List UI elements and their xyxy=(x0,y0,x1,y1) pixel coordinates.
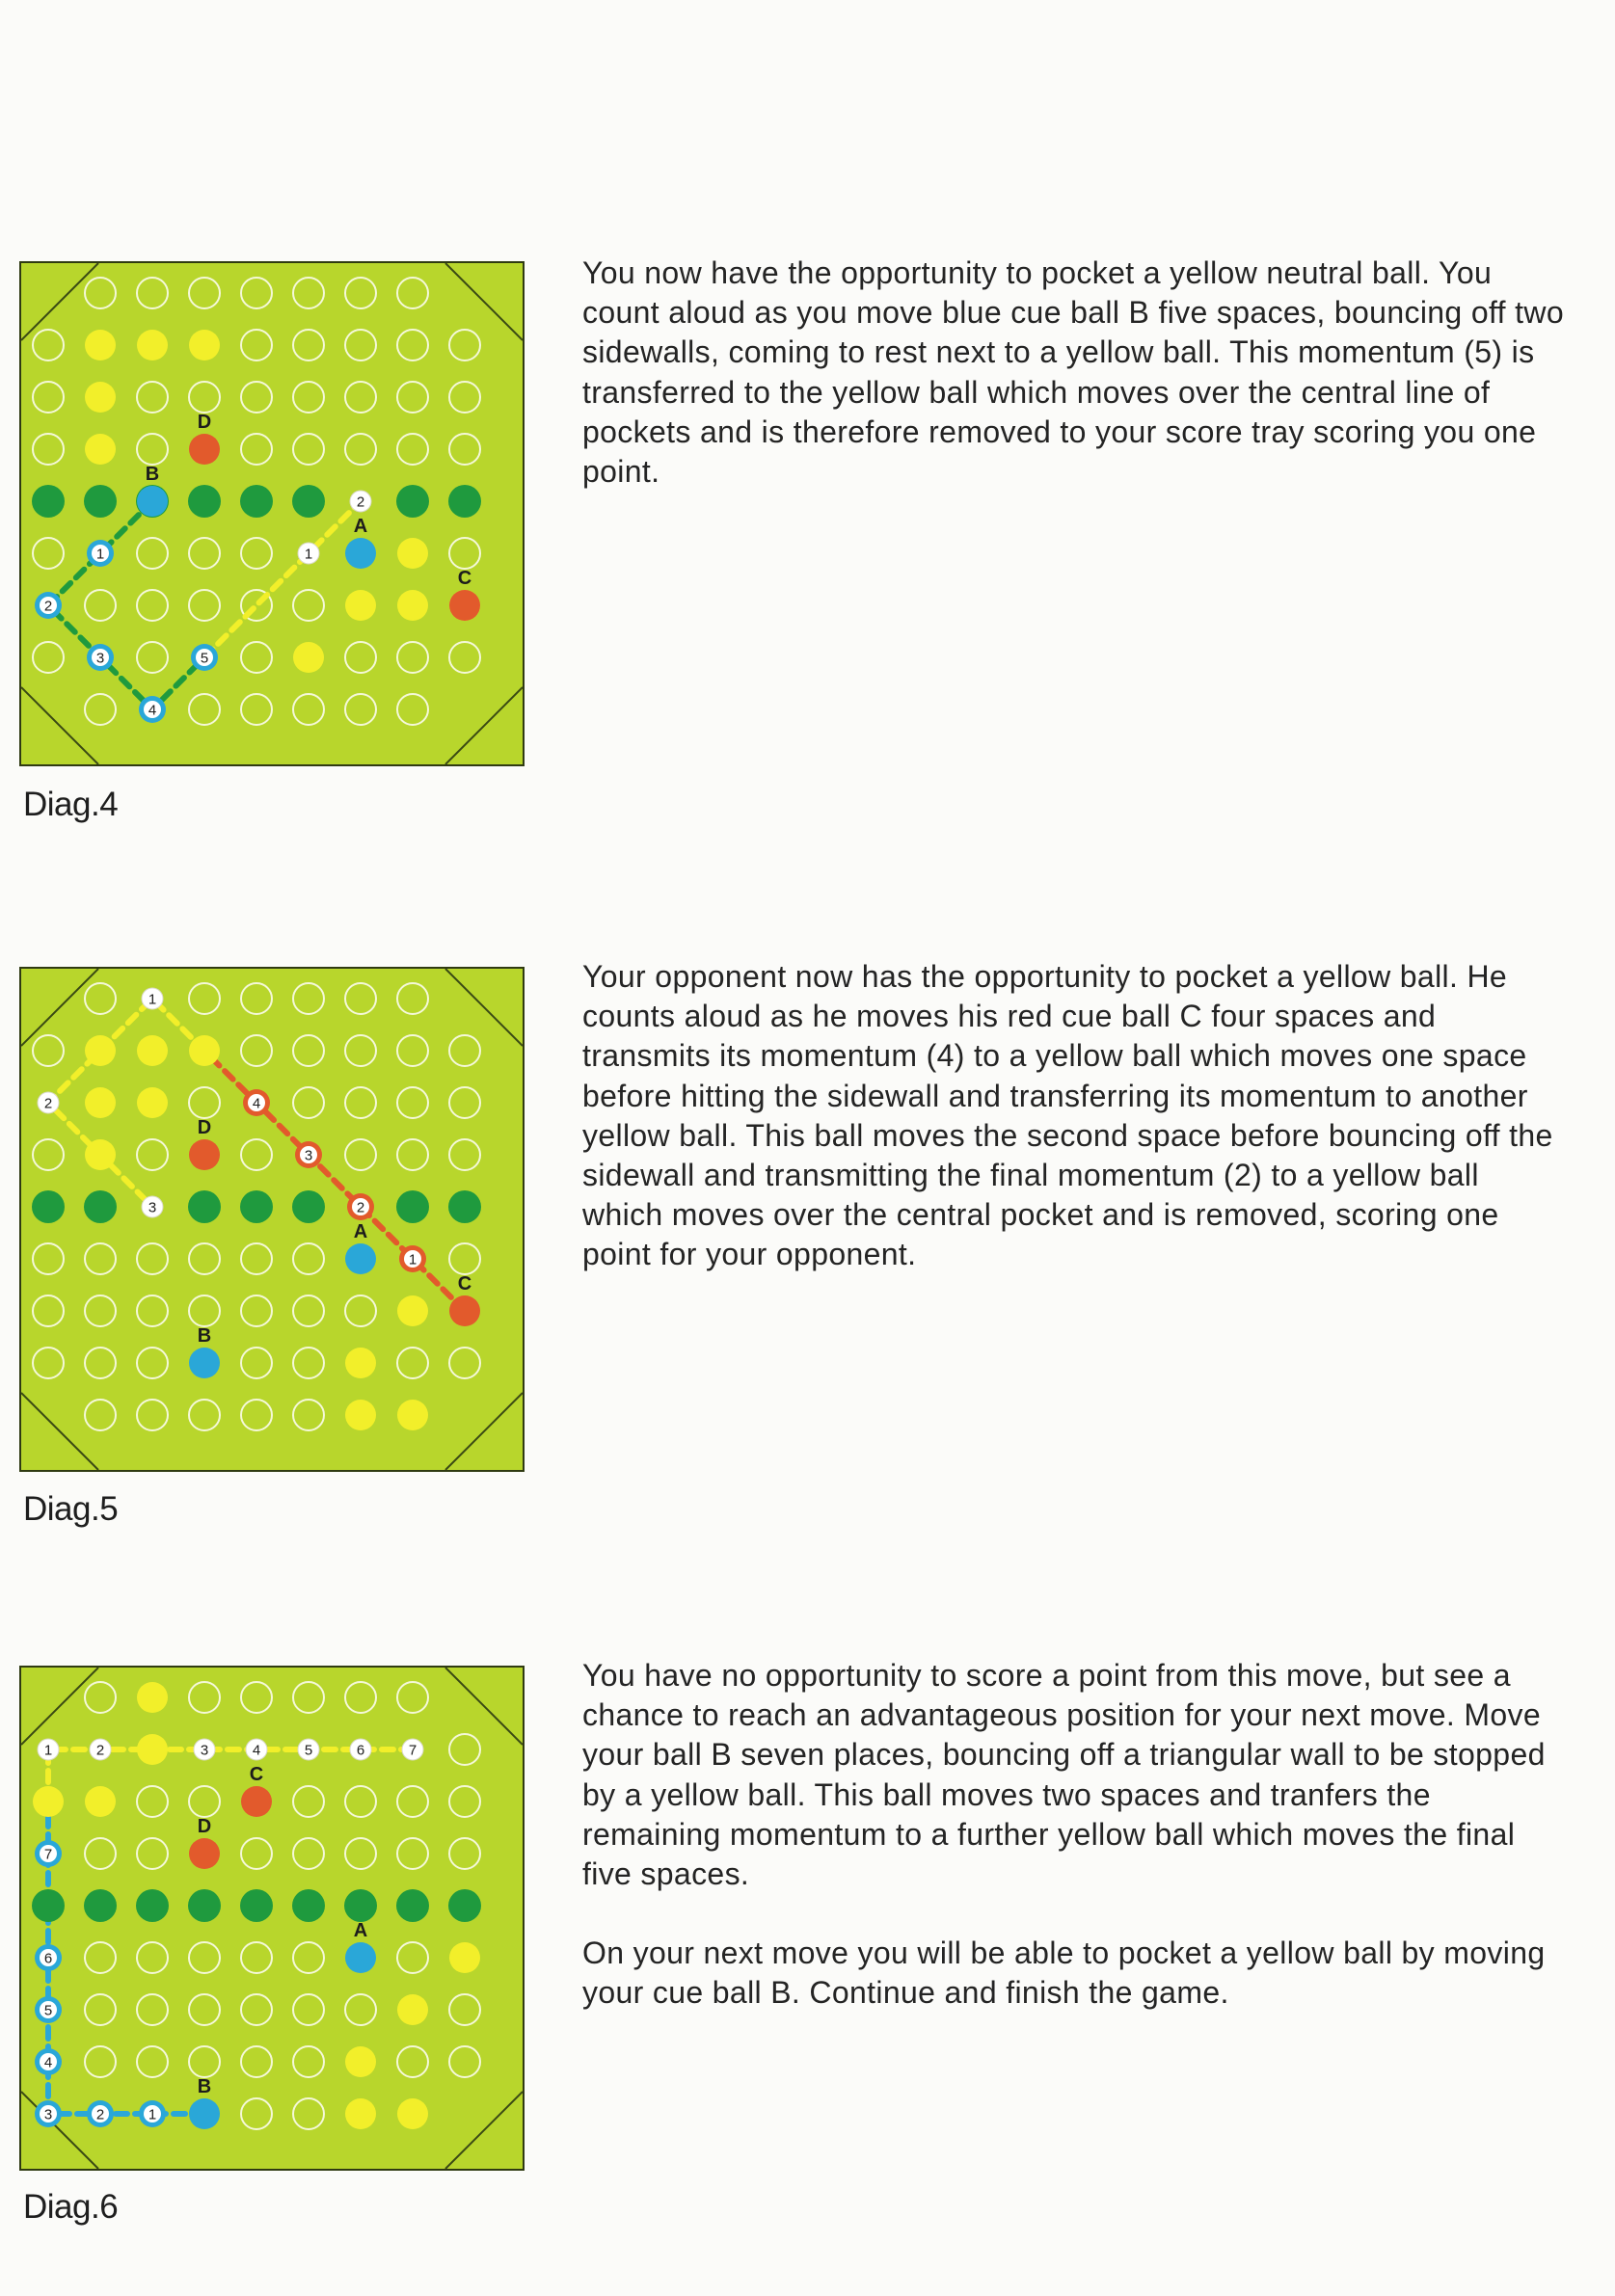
pocket-ball xyxy=(84,1190,117,1223)
hole xyxy=(397,278,428,308)
hole xyxy=(397,642,428,673)
paragraph: You now have the opportunity to pocket a yellow neutral ball. You count aloud as you move blue cue ball B five spaces, bouncing off two sidewalls, coming to rest next to a yellow ball. This momentum (5) is transferred to the yellow ball which moves over the central line of pockets and is therefore removed to your score tray scoring you one point. xyxy=(582,255,1564,490)
hole xyxy=(241,382,272,413)
corner-wall xyxy=(21,2092,98,2169)
hole xyxy=(33,1348,64,1378)
hole xyxy=(85,694,116,725)
yellow-ball xyxy=(345,590,376,621)
hole xyxy=(137,642,168,673)
step-number: 4 xyxy=(148,702,157,719)
hole xyxy=(241,1295,272,1326)
hole xyxy=(293,1400,324,1430)
hole xyxy=(397,1838,428,1869)
step-number: 2 xyxy=(356,1199,365,1216)
cue-ball-a xyxy=(345,538,376,569)
corner-wall xyxy=(21,687,98,764)
hole xyxy=(241,538,272,569)
yellow-ball xyxy=(85,1139,116,1170)
corner-wall xyxy=(445,1393,523,1470)
diag-label-6: Diag.6 xyxy=(23,2188,119,2226)
hole xyxy=(137,1348,168,1378)
board-diag-5 xyxy=(19,967,525,1472)
yellow-ball xyxy=(449,1942,480,1973)
cue-ball-d xyxy=(189,1838,220,1869)
step-number: 5 xyxy=(200,650,209,667)
move-path xyxy=(48,999,204,1207)
step-number: 3 xyxy=(304,1147,313,1164)
hole xyxy=(345,983,376,1014)
hole xyxy=(189,1295,220,1326)
hole xyxy=(189,278,220,308)
corner-wall xyxy=(445,2092,523,2169)
cue-ball-label: B xyxy=(197,2076,212,2097)
hole xyxy=(85,1838,116,1869)
hole xyxy=(293,1348,324,1378)
hole xyxy=(137,434,168,465)
hole xyxy=(241,1035,272,1066)
pocket-ball xyxy=(32,1190,65,1223)
step-number: 1 xyxy=(408,1251,417,1268)
hole xyxy=(397,382,428,413)
yellow-ball xyxy=(293,642,324,673)
yellow-ball xyxy=(397,1295,428,1326)
hole xyxy=(345,1035,376,1066)
yellow-ball xyxy=(137,1087,168,1118)
cue-ball-b xyxy=(189,1348,220,1378)
yellow-ball xyxy=(137,1734,168,1765)
hole xyxy=(137,382,168,413)
step-number: 4 xyxy=(252,1742,261,1759)
hole xyxy=(397,1682,428,1713)
yellow-ball xyxy=(189,330,220,360)
hole xyxy=(293,1942,324,1973)
hole xyxy=(293,1838,324,1869)
paragraph: On your next move you will be able to pocket a yellow ball by moving your cue ball B. Continue and finish the game. xyxy=(582,1936,1546,2011)
hole xyxy=(241,1139,272,1170)
yellow-ball xyxy=(85,330,116,360)
hole xyxy=(241,278,272,308)
hole xyxy=(345,1139,376,1170)
hole xyxy=(241,1400,272,1430)
corner-wall xyxy=(445,1668,523,1745)
hole xyxy=(33,1295,64,1326)
corner-wall xyxy=(21,1393,98,1470)
hole xyxy=(241,983,272,1014)
step-number: 4 xyxy=(43,2054,53,2071)
hole xyxy=(345,1295,376,1326)
hole xyxy=(189,1786,220,1817)
hole xyxy=(33,538,64,569)
pocket-ball xyxy=(396,1889,429,1922)
hole xyxy=(137,1139,168,1170)
hole xyxy=(33,330,64,360)
hole xyxy=(33,1035,64,1066)
hole xyxy=(293,983,324,1014)
hole xyxy=(345,1786,376,1817)
cue-ball-label: D xyxy=(197,1117,212,1138)
hole xyxy=(345,1994,376,2025)
move-path xyxy=(48,1802,204,2114)
text-block-diag-4 xyxy=(582,254,1566,492)
cue-ball-label: A xyxy=(353,1920,368,1941)
step-number: 1 xyxy=(43,1742,53,1759)
hole xyxy=(33,1139,64,1170)
hole xyxy=(293,1786,324,1817)
board-svg-diag-4 xyxy=(21,263,523,764)
hole xyxy=(241,642,272,673)
hole xyxy=(397,694,428,725)
hole xyxy=(85,1243,116,1274)
pocket-ball xyxy=(292,1190,325,1223)
hole xyxy=(397,2046,428,2077)
pocket-ball xyxy=(344,1889,377,1922)
move-path xyxy=(204,501,361,657)
hole xyxy=(449,434,480,465)
hole xyxy=(449,1734,480,1765)
cue-ball-b xyxy=(137,486,168,517)
hole xyxy=(345,1682,376,1713)
step-number: 2 xyxy=(95,1742,105,1759)
yellow-ball xyxy=(137,1035,168,1066)
hole xyxy=(449,2046,480,2077)
cue-ball-label: B xyxy=(145,464,160,485)
cue-ball-c xyxy=(241,1786,272,1817)
pocket-ball xyxy=(292,1889,325,1922)
board-svg-diag-5 xyxy=(21,969,523,1470)
hole xyxy=(33,434,64,465)
hole xyxy=(293,330,324,360)
hole xyxy=(293,1087,324,1118)
cue-ball-label: C xyxy=(457,1273,472,1295)
yellow-ball xyxy=(137,1682,168,1713)
hole xyxy=(397,1348,428,1378)
hole xyxy=(137,1295,168,1326)
pocket-ball xyxy=(32,485,65,518)
pocket-ball xyxy=(188,1190,221,1223)
step-number: 2 xyxy=(43,598,53,615)
yellow-ball xyxy=(345,2046,376,2077)
cue-ball-c xyxy=(449,1295,480,1326)
hole xyxy=(241,694,272,725)
hole xyxy=(137,1786,168,1817)
pocket-ball xyxy=(240,1190,273,1223)
hole xyxy=(189,1994,220,2025)
pocket-ball xyxy=(448,485,481,518)
cue-ball-d xyxy=(189,434,220,465)
hole xyxy=(449,1994,480,2025)
hole xyxy=(345,382,376,413)
hole xyxy=(293,278,324,308)
hole xyxy=(449,1838,480,1869)
hole xyxy=(241,1348,272,1378)
yellow-ball xyxy=(345,1348,376,1378)
hole xyxy=(137,2046,168,2077)
hole xyxy=(293,1243,324,1274)
hole xyxy=(397,1786,428,1817)
step-number: 2 xyxy=(95,2106,105,2123)
cue-ball-label: D xyxy=(197,1816,212,1837)
hole xyxy=(189,694,220,725)
hole xyxy=(189,538,220,569)
cue-ball-a xyxy=(345,1243,376,1274)
hole xyxy=(189,1400,220,1430)
diag-label-4: Diag.4 xyxy=(23,786,119,823)
cue-ball-d xyxy=(189,1139,220,1170)
hole xyxy=(241,330,272,360)
hole xyxy=(345,278,376,308)
hole xyxy=(345,434,376,465)
text-block-diag-5 xyxy=(582,957,1566,1275)
hole xyxy=(241,1838,272,1869)
cue-ball-label: A xyxy=(353,1221,368,1242)
board-diag-4 xyxy=(19,261,525,766)
hole xyxy=(85,1295,116,1326)
hole xyxy=(85,1400,116,1430)
step-number: 1 xyxy=(148,2106,157,2123)
step-number: 3 xyxy=(95,650,105,667)
hole xyxy=(397,1942,428,1973)
step-number: 4 xyxy=(252,1095,261,1112)
hole xyxy=(241,1682,272,1713)
hole xyxy=(345,1087,376,1118)
yellow-ball xyxy=(85,434,116,465)
paragraph: You have no opportunity to score a point from this move, but see a chance to reach an advantageous position for your next move. Move your ball B seven places, bouncing off a triangular wall to be stopped by a yellow ball. This ball moves two spaces and tranfers the remaining momentum to a further yellow ball which moves the final five spaces. xyxy=(582,1658,1546,1892)
hole xyxy=(449,1139,480,1170)
step-number: 5 xyxy=(304,1742,313,1759)
hole xyxy=(449,1243,480,1274)
hole xyxy=(137,1243,168,1274)
hole xyxy=(33,382,64,413)
hole xyxy=(189,2046,220,2077)
hole xyxy=(85,590,116,621)
hole xyxy=(189,1087,220,1118)
cue-ball-label: D xyxy=(197,412,212,433)
cue-ball-label: C xyxy=(249,1764,264,1785)
yellow-ball xyxy=(33,1786,64,1817)
hole xyxy=(293,1682,324,1713)
hole xyxy=(85,1348,116,1378)
hole xyxy=(293,694,324,725)
step-number: 3 xyxy=(148,1199,157,1216)
corner-wall xyxy=(445,263,523,340)
hole xyxy=(85,1682,116,1713)
hole xyxy=(189,1243,220,1274)
yellow-ball xyxy=(85,1087,116,1118)
step-number: 2 xyxy=(356,494,365,511)
hole xyxy=(137,278,168,308)
hole xyxy=(449,1087,480,1118)
pocket-ball xyxy=(188,1889,221,1922)
cue-ball-label: C xyxy=(457,568,472,589)
step-number: 6 xyxy=(43,1950,53,1967)
hole xyxy=(397,1035,428,1066)
cue-ball-label: A xyxy=(353,516,368,537)
pocket-ball xyxy=(188,485,221,518)
hole xyxy=(85,1942,116,1973)
hole xyxy=(449,1786,480,1817)
yellow-ball xyxy=(397,590,428,621)
yellow-ball xyxy=(397,1400,428,1430)
text-block-diag-6 xyxy=(582,1656,1566,2014)
hole xyxy=(85,2046,116,2077)
paragraph: Your opponent now has the opportunity to pocket a yellow ball. He counts aloud as he moves his red cue ball C four spaces and transmits its momentum (4) to a yellow ball which moves one space before hitting the sidewall and transferring its momentum to another yellow ball. This ball moves the second space before bouncing off the sidewall and transmitting the final momentum (2) to a yellow ball which moves over the central pocket and is removed, scoring one point for your opponent. xyxy=(582,959,1553,1272)
diag-label-5: Diag.5 xyxy=(23,1490,119,1528)
yellow-ball xyxy=(85,1035,116,1066)
cue-ball-label: B xyxy=(197,1325,212,1347)
pocket-ball xyxy=(292,485,325,518)
hole xyxy=(345,330,376,360)
yellow-ball xyxy=(137,330,168,360)
step-number: 7 xyxy=(408,1742,417,1759)
hole xyxy=(33,642,64,673)
step-number: 1 xyxy=(148,991,157,1008)
hole xyxy=(241,434,272,465)
hole xyxy=(293,1295,324,1326)
corner-wall xyxy=(445,687,523,764)
hole xyxy=(189,382,220,413)
yellow-ball xyxy=(345,2098,376,2129)
hole xyxy=(137,1400,168,1430)
hole xyxy=(449,642,480,673)
pocket-ball xyxy=(84,485,117,518)
hole xyxy=(241,1243,272,1274)
step-number: 5 xyxy=(43,2002,53,2019)
pocket-ball xyxy=(84,1889,117,1922)
hole xyxy=(293,2098,324,2129)
hole xyxy=(137,538,168,569)
hole xyxy=(397,983,428,1014)
pocket-ball xyxy=(240,1889,273,1922)
pocket-ball xyxy=(448,1889,481,1922)
pocket-ball xyxy=(448,1190,481,1223)
hole xyxy=(293,2046,324,2077)
hole xyxy=(137,1942,168,1973)
hole xyxy=(241,1994,272,2025)
move-path xyxy=(48,501,204,709)
hole xyxy=(345,1838,376,1869)
hole xyxy=(397,1139,428,1170)
pocket-ball xyxy=(396,485,429,518)
board-diag-6 xyxy=(19,1666,525,2171)
hole xyxy=(449,538,480,569)
yellow-ball xyxy=(397,538,428,569)
hole xyxy=(293,1994,324,2025)
hole xyxy=(241,1942,272,1973)
hole xyxy=(293,590,324,621)
step-number: 1 xyxy=(95,546,105,563)
hole xyxy=(189,1942,220,1973)
step-number: 3 xyxy=(200,1742,209,1759)
cue-ball-c xyxy=(449,590,480,621)
hole xyxy=(293,434,324,465)
yellow-ball xyxy=(85,1786,116,1817)
yellow-ball xyxy=(189,1035,220,1066)
hole xyxy=(293,382,324,413)
yellow-ball xyxy=(397,2098,428,2129)
hole xyxy=(397,330,428,360)
hole xyxy=(137,1838,168,1869)
hole xyxy=(397,1087,428,1118)
hole xyxy=(397,434,428,465)
hole xyxy=(345,642,376,673)
hole xyxy=(85,278,116,308)
hole xyxy=(137,590,168,621)
step-number: 3 xyxy=(43,2106,53,2123)
hole xyxy=(293,1035,324,1066)
yellow-ball xyxy=(345,1400,376,1430)
step-number: 6 xyxy=(356,1742,365,1759)
hole xyxy=(449,382,480,413)
hole xyxy=(33,1243,64,1274)
pocket-ball xyxy=(32,1889,65,1922)
step-number: 1 xyxy=(304,546,313,563)
hole xyxy=(85,1994,116,2025)
hole xyxy=(449,330,480,360)
hole xyxy=(345,694,376,725)
hole xyxy=(241,2046,272,2077)
board-svg-diag-6 xyxy=(21,1668,523,2169)
step-number: 2 xyxy=(43,1095,53,1112)
cue-ball-a xyxy=(345,1942,376,1973)
hole xyxy=(189,590,220,621)
hole xyxy=(137,1994,168,2025)
corner-wall xyxy=(445,969,523,1046)
hole xyxy=(189,1682,220,1713)
move-path xyxy=(204,1051,465,1311)
pocket-ball xyxy=(240,485,273,518)
yellow-ball xyxy=(85,382,116,413)
step-number: 7 xyxy=(43,1846,53,1863)
yellow-ball xyxy=(397,1994,428,2025)
hole xyxy=(189,983,220,1014)
pocket-ball xyxy=(396,1190,429,1223)
hole xyxy=(241,2098,272,2129)
hole xyxy=(449,1348,480,1378)
cue-ball-b xyxy=(189,2098,220,2129)
hole xyxy=(449,1035,480,1066)
hole xyxy=(85,983,116,1014)
pocket-ball xyxy=(136,1889,169,1922)
